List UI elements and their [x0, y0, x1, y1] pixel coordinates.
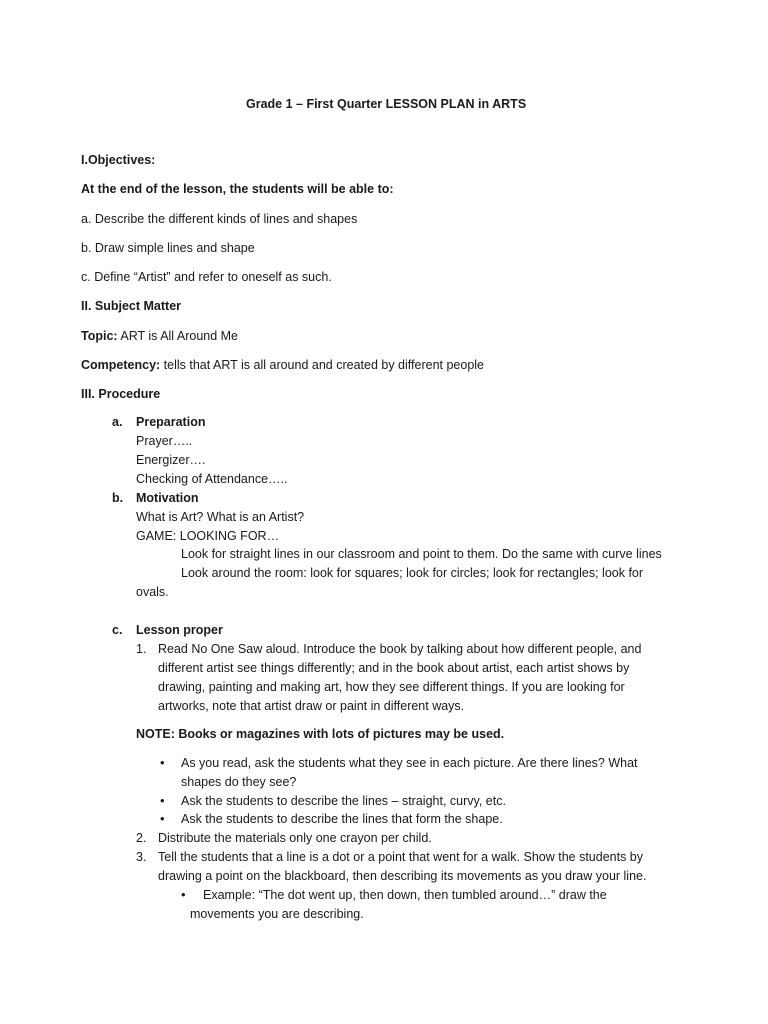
item-3-text: Tell the students that a line is a dot or a point that went for a walk. Show the students by — [158, 850, 644, 864]
competency-value: tells that ART is all around and created by different people — [160, 358, 485, 372]
topic-label: Topic: — [81, 329, 118, 343]
competency-label: Competency: — [81, 358, 161, 372]
item-1-marker: 1. — [136, 642, 147, 656]
motivation-game: GAME: LOOKING FOR… — [136, 529, 280, 543]
topic-line — [81, 328, 238, 344]
note-text: NOTE: Books or magazines with lots of pictures may be used. — [136, 727, 505, 741]
game-instruction: Look around the room: look for squares; look for circles; look for rectangles; look for — [181, 566, 644, 580]
objective-c: c. Define “Artist” and refer to oneself as such. — [81, 270, 332, 284]
preparation-item: Checking of Attendance….. — [136, 472, 288, 486]
objectives-intro: At the end of the lesson, the students will be able to: — [81, 182, 394, 196]
item-1-text: different artist see things differently; and in the book about artist, each artist shows by — [158, 661, 630, 675]
procedure-heading: III. Procedure — [81, 387, 161, 401]
bullet-text: shapes do they see? — [181, 775, 297, 789]
item-2-marker: 2. — [136, 831, 147, 845]
page-title: Grade 1 – First Quarter LESSON PLAN in ARTS — [246, 97, 527, 111]
item-3-marker: 3. — [136, 850, 147, 864]
bullet-icon: • — [181, 887, 186, 902]
competency-line — [81, 357, 484, 373]
item-3-text: drawing a point on the blackboard, then describing its movements as you draw your line. — [158, 869, 647, 883]
objective-a: a. Describe the different kinds of lines and shapes — [81, 212, 358, 226]
motivation-question: What is Art? What is an Artist? — [136, 510, 305, 524]
example-text: movements you are describing. — [190, 907, 364, 921]
game-instruction: Look for straight lines in our classroom and point to them. Do the same with curve lines — [181, 547, 662, 561]
topic-value: ART is All Around Me — [117, 329, 239, 343]
bullet-icon: • — [160, 811, 165, 826]
item-1-text: Read No One Saw aloud. Introduce the book by talking about how different people, and — [158, 642, 642, 656]
objective-b: b. Draw simple lines and shape — [81, 241, 255, 255]
bullet-text: Ask the students to describe the lines – straight, curvy, etc. — [181, 794, 506, 808]
subject-matter-heading: II. Subject Matter — [81, 299, 182, 313]
lesson-proper-marker: c. — [112, 623, 123, 637]
bullet-icon: • — [160, 755, 165, 770]
motivation-heading: Motivation — [136, 491, 199, 505]
motivation-marker: b. — [112, 491, 124, 505]
preparation-marker: a. — [112, 415, 123, 429]
objectives-heading: I.Objectives: — [81, 153, 156, 167]
example-text: Example: “The dot went up, then down, then tumbled around…” draw the — [203, 888, 607, 902]
preparation-item: Prayer….. — [136, 434, 193, 448]
item-2-text: Distribute the materials only one crayon per child. — [158, 831, 432, 845]
bullet-icon: • — [160, 793, 165, 808]
item-1-text: drawing, painting and making art, how they see different things. If you are looking for — [158, 680, 625, 694]
game-instruction: ovals. — [136, 585, 169, 599]
preparation-heading: Preparation — [136, 415, 206, 429]
bullet-text: Ask the students to describe the lines that form the shape. — [181, 812, 503, 826]
lesson-proper-heading: Lesson proper — [136, 623, 223, 637]
preparation-item: Energizer…. — [136, 453, 206, 467]
item-1-text: artworks, note that artist draw or paint in different ways. — [158, 699, 465, 713]
bullet-text: As you read, ask the students what they see in each picture. Are there lines? What — [181, 756, 638, 770]
